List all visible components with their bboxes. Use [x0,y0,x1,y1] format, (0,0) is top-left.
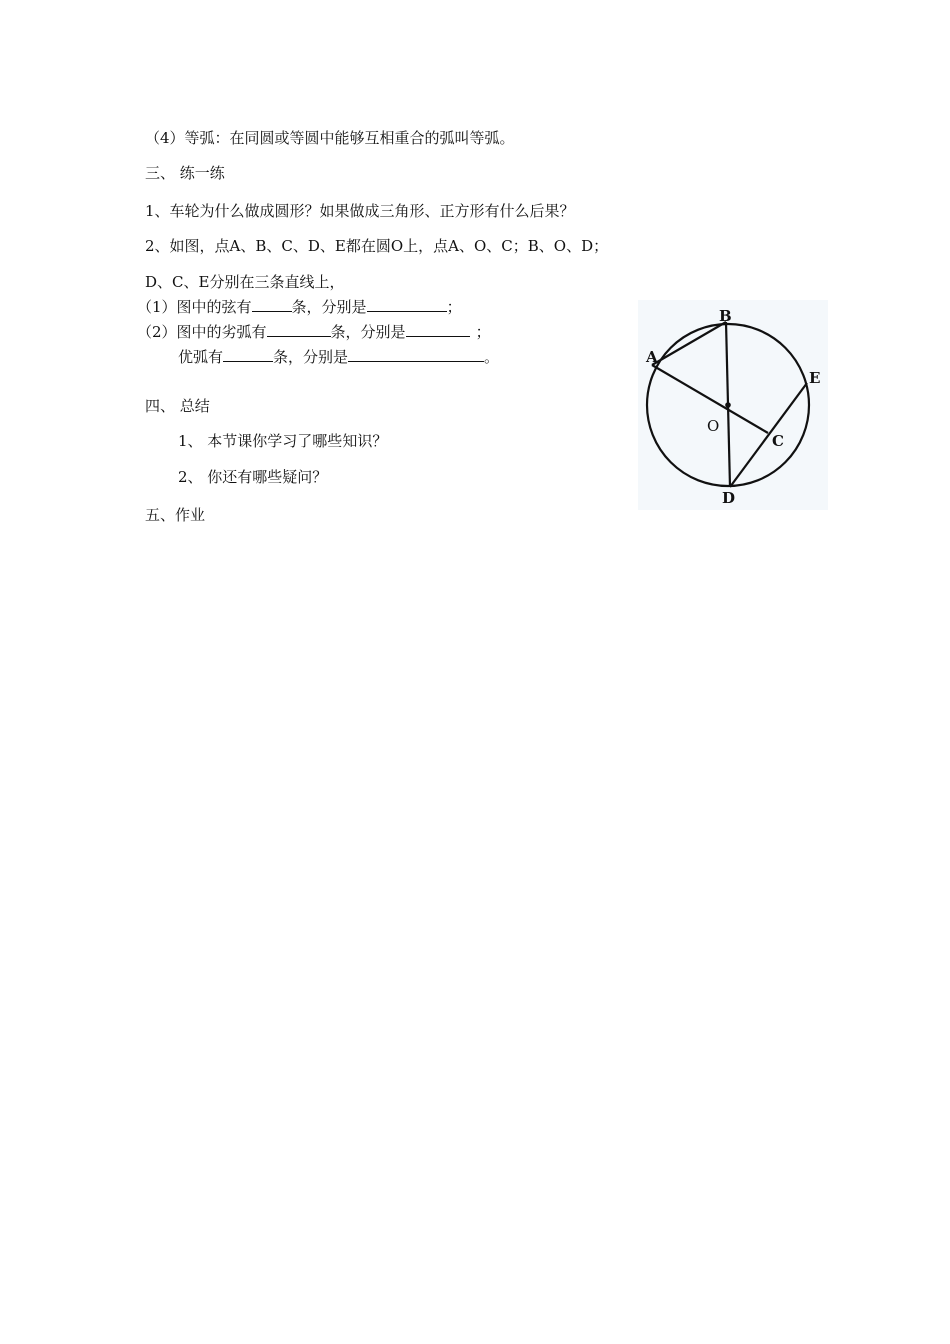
subquestion-1-mid: 条，分别是 [291,298,367,316]
subquestion-1 [137,295,462,318]
definition-equal-arcs: （4）等弧：在同圆或等圆中能够互相重合的弧叫等弧。 [145,129,515,147]
minor-arc-count-blank[interactable] [267,320,331,337]
question-1: 1、车轮为什么做成圆形？如果做成三角形、正方形有什么后果？ [145,202,575,220]
subquestion-2-end: ； [475,323,491,341]
major-arc-count-blank[interactable] [223,345,273,362]
label-c: C [772,432,784,450]
section-3-heading: 三、 练一练 [145,164,225,182]
major-arc-list-blank[interactable] [348,345,484,362]
label-a: A [646,348,658,366]
question-2-line-1: 2、如图，点A、B、C、D、E都在圆O上，点A、O、C；B、O、D； [145,237,609,255]
label-b: B [719,307,732,325]
section-4-heading: 四、 总结 [145,397,210,415]
label-e: E [809,369,821,387]
subquestion-2 [137,320,491,343]
circle-figure [638,300,828,510]
summary-item-2: 2、 你还有哪些疑问？ [178,468,328,486]
minor-arc-list-blank[interactable] [406,320,470,337]
subquestion-3 [178,345,499,368]
subquestion-2-prefix: （2）图中的劣弧有 [137,323,267,341]
subquestion-3-prefix: 优弧有 [178,348,224,366]
subquestion-2-mid: 条，分别是 [330,323,406,341]
center-point-o [725,402,731,408]
summary-item-1: 1、 本节课你学习了哪些知识？ [178,432,388,450]
label-o: O [707,417,720,435]
section-5-heading: 五、作业 [145,506,206,524]
chord-count-blank[interactable] [252,295,292,312]
question-2-line-2: D、C、E分别在三条直线上， [145,273,345,291]
subquestion-3-end: 。 [484,348,500,366]
label-d: D [722,489,736,507]
subquestion-1-prefix: （1）图中的弦有 [137,298,252,316]
subquestion-1-end: ； [446,298,462,316]
subquestion-3-mid: 条，分别是 [273,348,349,366]
chord-list-blank[interactable] [367,295,447,312]
figure-background [638,300,828,510]
